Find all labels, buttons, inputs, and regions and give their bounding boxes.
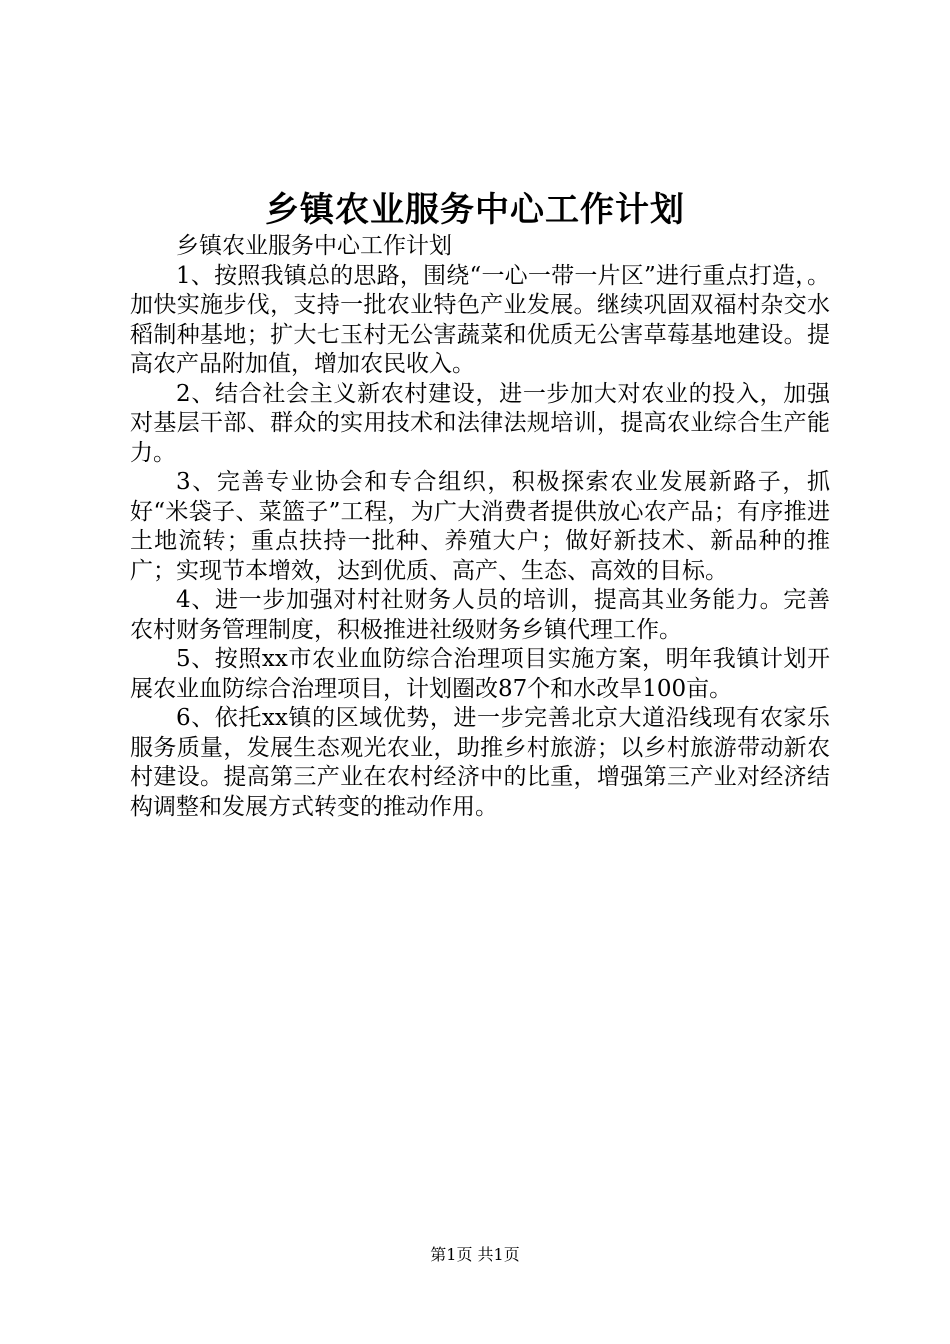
paragraph-4: 4、进一步加强对村社财务人员的培训，提高其业务能力。完善农村财务管理制度，积极推进社级财务乡镇代理工作。	[130, 587, 830, 643]
page-footer: 第1页 共1页	[430, 1245, 520, 1264]
document-body	[130, 232, 830, 822]
paragraph-5: 5、按照xx市农业血防综合治理项目实施方案，明年我镇计划开展农业血防综合治理项目，计划圈改87个和水改旱100亩。	[130, 646, 830, 702]
paragraph-1: 1、按照我镇总的思路，围绕“一心一带一片区”进行重点打造，。加快实施步伐，支持一批农业特色产业发展。继续巩固双福村杂交水稻制种基地；扩大七玉村无公害蔬菜和优质无公害草莓基地建设。提高农产品附加值，增加农民收入。	[130, 262, 830, 377]
document-subtitle: 乡镇农业服务中心工作计划	[176, 233, 452, 259]
page-title: 乡镇农业服务中心工作计划	[265, 190, 685, 230]
paragraph-6: 6、依托xx镇的区域优势，进一步完善北京大道沿线现有农家乐服务质量，发展生态观光农业，助推乡村旅游；以乡村旅游带动新农村建设。提高第三产业在农村经济中的比重，增强第三产业对经济结构调整和发展方式转变的推动作用。	[130, 705, 830, 820]
paragraph-2: 2、结合社会主义新农村建设，进一步加大对农业的投入，加强对基层干部、群众的实用技术和法律法规培训，提高农业综合生产能力。	[130, 380, 830, 466]
paragraph-3: 3、完善专业协会和专合组织，积极探索农业发展新路子，抓好“米袋子、菜篮子”工程，为广大消费者提供放心农产品；有序推进土地流转；重点扶持一批种、养殖大户；做好新技术、新品种的推广；实现节本增效，达到优质、高产、生态、高效的目标。	[130, 469, 830, 584]
